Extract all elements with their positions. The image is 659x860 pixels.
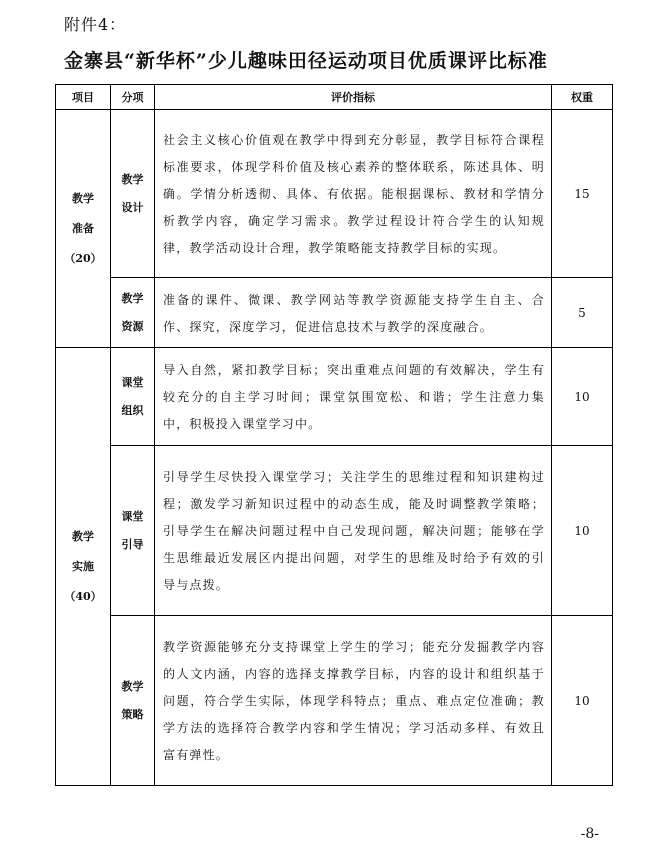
page-number: -8- — [580, 826, 599, 842]
item-score: （40） — [64, 589, 102, 603]
item-name-line2: 实施 — [72, 559, 94, 573]
sub-cell — [111, 110, 155, 278]
weight-cell: 15 — [552, 110, 613, 278]
table-header-row — [56, 85, 613, 110]
sub-line2: 组织 — [121, 403, 144, 417]
item-score: （20） — [64, 251, 102, 265]
sub-line2: 引导 — [121, 537, 144, 551]
item-name-line1: 教学 — [72, 529, 94, 543]
table-row — [56, 110, 613, 278]
table-row — [56, 616, 613, 786]
sub-line1: 课堂 — [121, 509, 144, 523]
criteria-cell: 引导学生尽快投入课堂学习；关注学生的思维过程和知识建构过程；激发学习新知识过程中的动态生成，能及时调整教学策略；引导学生在解决问题过程中自己发现问题，解决问题；能够在学生思维最近发展区内提出问题，对学生的思维及时给予有效的引导与点拨。 — [155, 446, 552, 616]
table-row — [56, 278, 613, 348]
criteria-cell: 社会主义核心价值观在教学中得到充分彰显，教学目标符合课程标准要求，体现学科价值及核心素养的整体联系，陈述具体、明确。学情分析透彻、具体、有依据。能根据课标、教材和学情分析教学内容，确定学习需求。教学过程设计符合学生的认知规律，教学活动设计合理，教学策略能支持教学目标的实现。 — [155, 110, 552, 278]
sub-cell — [111, 446, 155, 616]
item-cell-implementation — [56, 348, 111, 786]
item-cell-preparation — [56, 110, 111, 348]
sub-line2: 策略 — [121, 707, 144, 721]
document-title: 金寨县“新华杯”少儿趣味田径运动项目优质课评比标准 — [64, 50, 548, 72]
header-criteria: 评价指标 — [155, 85, 552, 110]
weight-cell: 10 — [552, 446, 613, 616]
header-item: 项目 — [56, 85, 111, 110]
attachment-label: 附件4： — [64, 15, 127, 34]
sub-line1: 教学 — [121, 172, 144, 186]
criteria-cell: 导入自然，紧扣教学目标；突出重难点问题的有效解决，学生有较充分的自主学习时间；课堂氛围宽松、和谐；学生注意力集中，积极投入课堂学习中。 — [155, 348, 552, 446]
sub-cell — [111, 616, 155, 786]
item-name-line2: 准备 — [72, 221, 94, 235]
sub-cell — [111, 278, 155, 348]
table-row — [56, 348, 613, 446]
weight-cell: 5 — [552, 278, 613, 348]
sub-line2: 设计 — [121, 200, 144, 214]
criteria-cell: 教学资源能够充分支持课堂上学生的学习；能充分发掘教学内容的人文内涵，内容的选择支撑教学目标，内容的设计和组织基于问题，符合学生实际，体现学科特点；重点、难点定位准确；教学方法的选择符合教学内容和学生情况；学习活动多样、有效且富有弹性。 — [155, 616, 552, 786]
evaluation-table — [55, 84, 613, 786]
sub-line2: 资源 — [121, 319, 144, 333]
header-weight: 权重 — [552, 85, 613, 110]
sub-line1: 课堂 — [121, 375, 144, 389]
sub-cell — [111, 348, 155, 446]
header-sub: 分项 — [111, 85, 155, 110]
sub-line1: 教学 — [121, 679, 144, 693]
item-name-line1: 教学 — [72, 191, 94, 205]
sub-line1: 教学 — [121, 291, 144, 305]
table-row — [56, 446, 613, 616]
weight-cell: 10 — [552, 616, 613, 786]
criteria-cell: 准备的课件、微课、教学网站等教学资源能支持学生自主、合作、探究，深度学习，促进信息技术与教学的深度融合。 — [155, 278, 552, 348]
weight-cell: 10 — [552, 348, 613, 446]
